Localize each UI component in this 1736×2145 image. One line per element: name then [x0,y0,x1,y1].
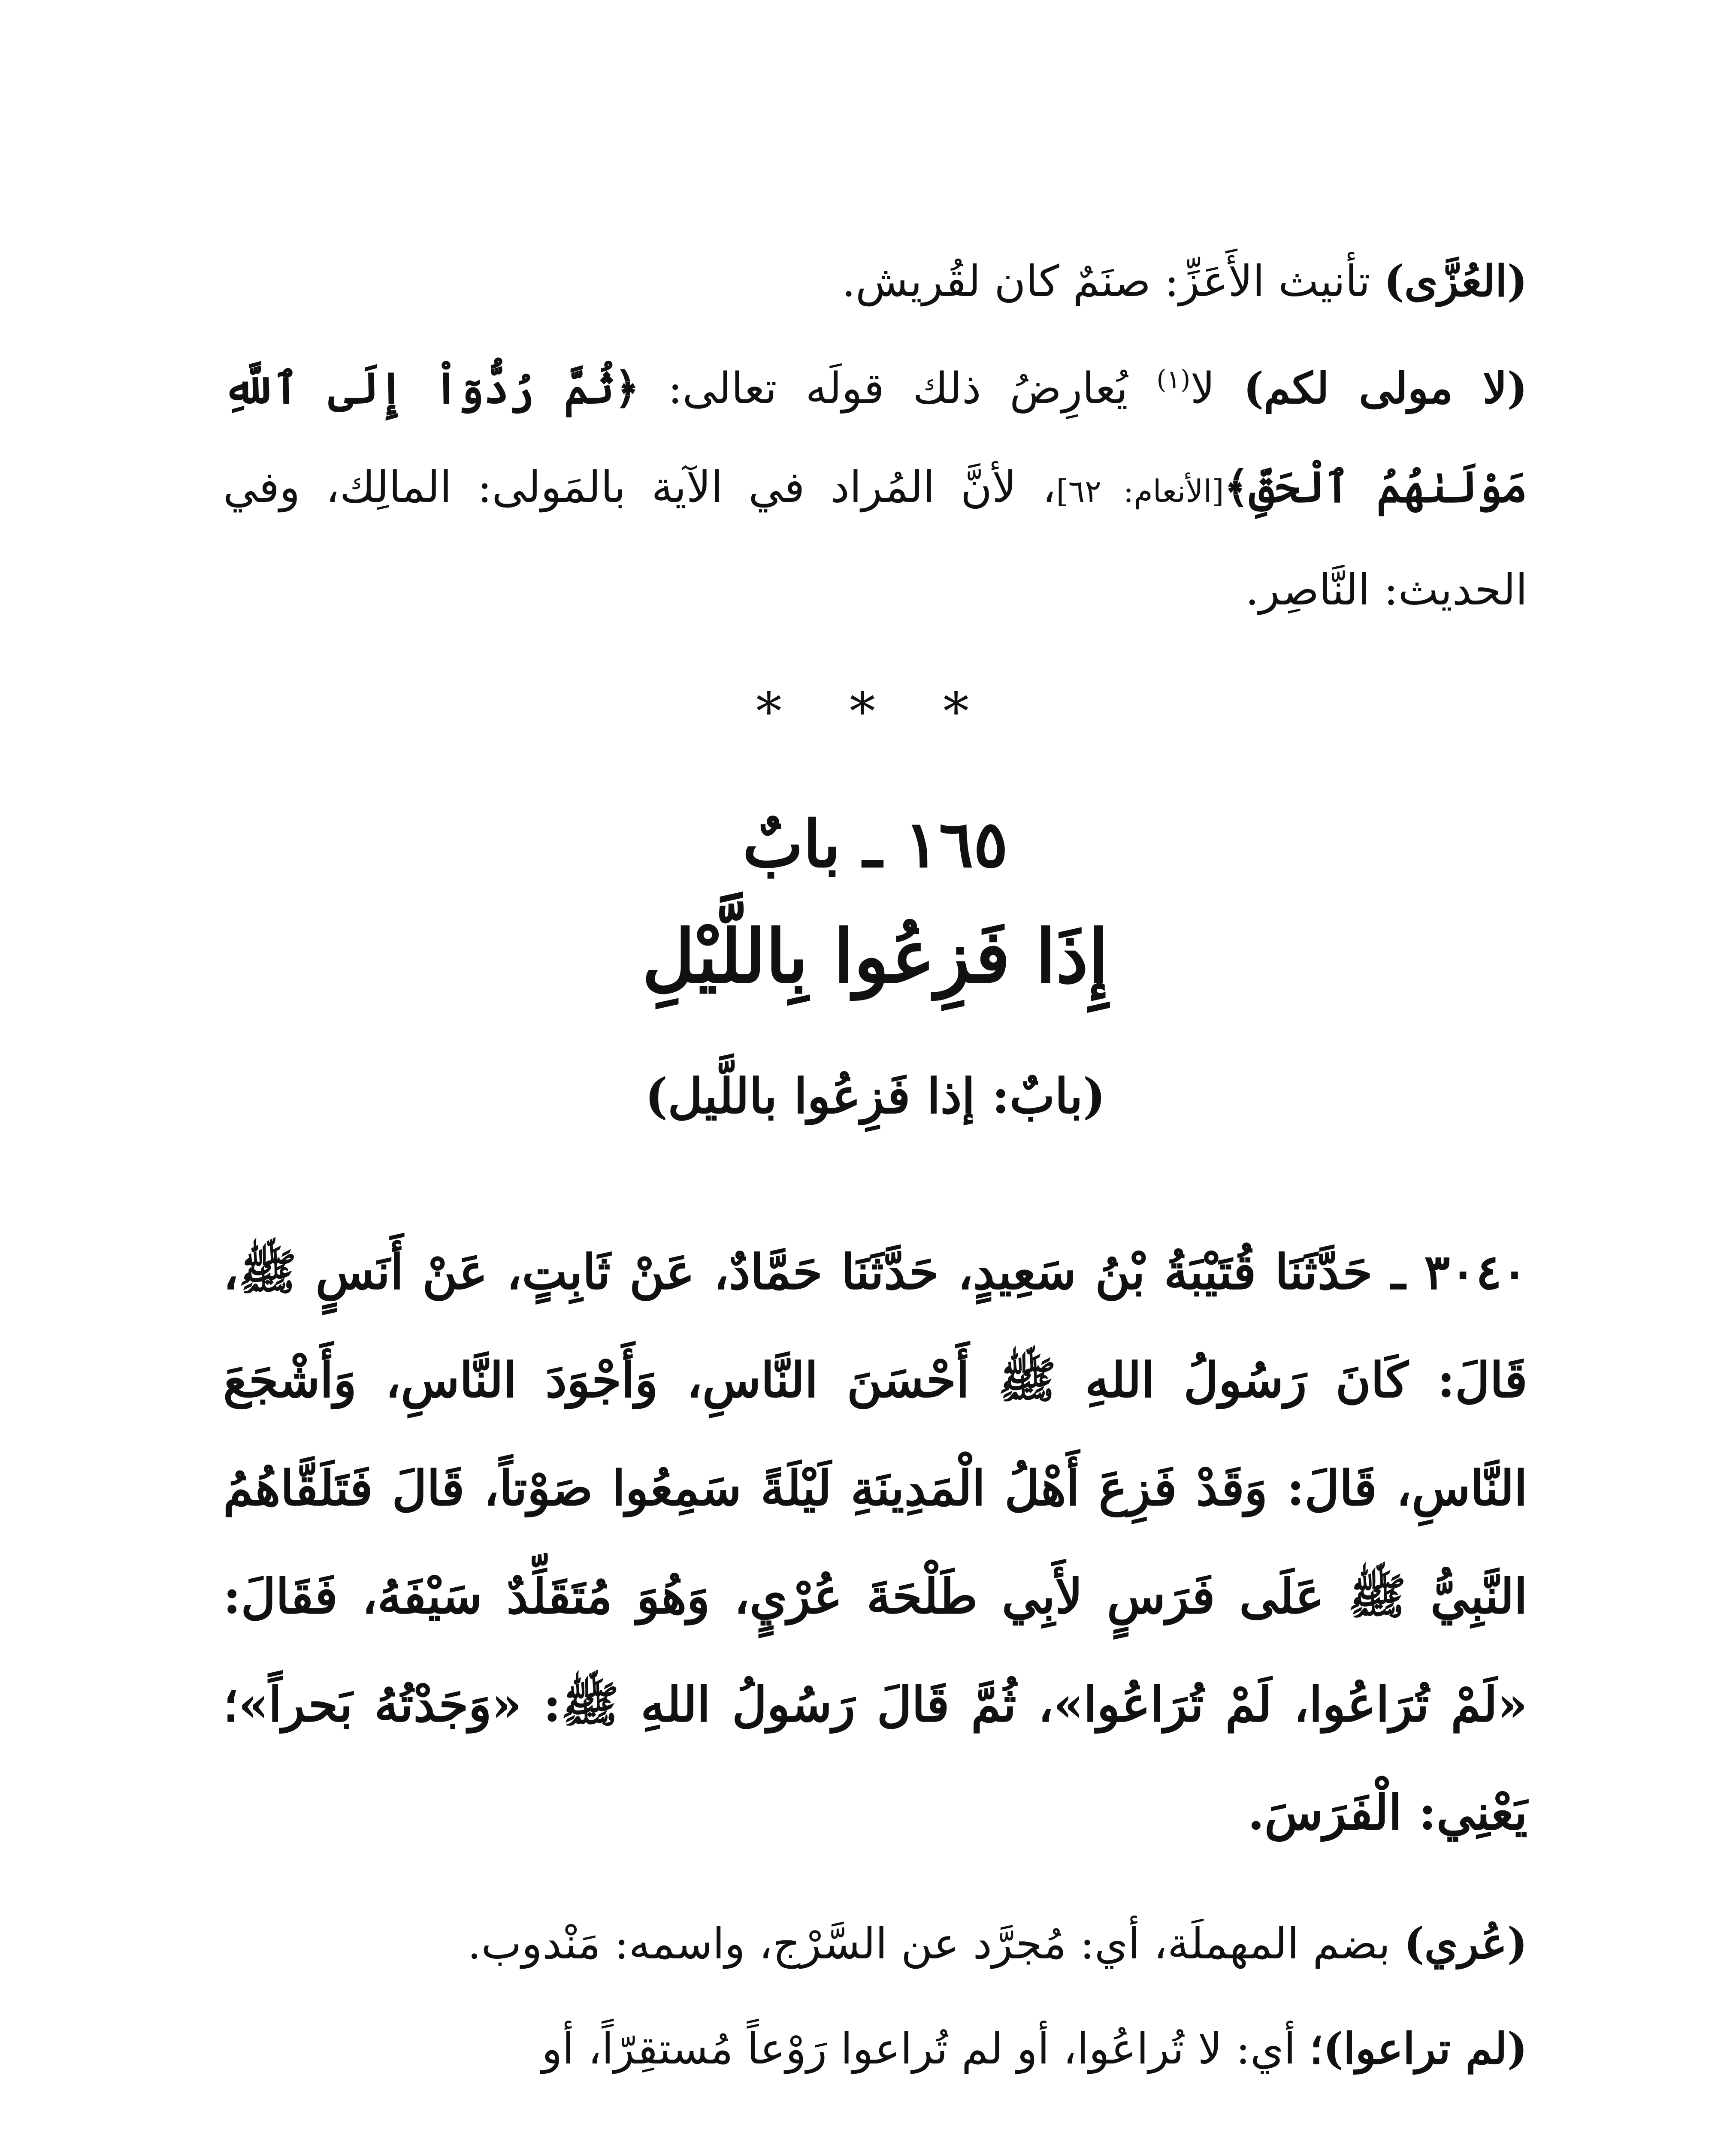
commentary-text: بضم المهملَة، أي: مُجرَّد عن السَّرْج، واسمه: مَنْدوب. [467,1918,1391,1969]
commentary-label: (عُري) [1404,1918,1527,1969]
gloss-al-uzza [223,232,1527,331]
chapter-title: إِذَا فَزِعُوا بِاللَّيْلِ [642,914,1109,1000]
section-separator: * * * [756,682,995,742]
surah-citation: [الأنعام: ٦٢] [1056,473,1224,510]
commentary-uri [223,1894,1527,1993]
quran-verse: ﴿ثُمَّ رُدُّوٓاْ إِلَى ٱللَّهِ مَوْلَىٰهُمُ ٱلْحَقِّ﴾ [223,363,1527,513]
gloss-label: (العُزَّى) [1384,256,1527,306]
gloss-text-part2: يُعارِضُ ذلك قولَه تعالى: [668,363,1128,414]
commentary-text: أي: لا تُراعُوا، أو لم تُراعوا رَوْعاً مُستقِرّاً، أو [541,2024,1296,2074]
gloss-text-part1: لا [1190,363,1215,414]
commentary-lam-turau [223,1999,1527,2098]
gloss-la-mawla [223,330,1527,639]
hadith-text: ٣٠٤٠ ـ حَدَّثَنَا قُتَيْبَةُ بْنُ سَعِيدٍ، حَدَّثَنَا حَمَّادٌ، عَنْ ثَابِتٍ، عَنْ أَنَسٍ ﷺ، قَالَ: كَانَ رَسُولُ اللهِ ﷺ أَحْسَنَ النَّاسِ، وَأَجْوَدَ النَّاسِ، وَأَشْجَعَ النَّاسِ، قَالَ: وَقَدْ فَزِعَ أَهْلُ الْمَدِينَةِ لَيْلَةً سَمِعُوا صَوْتاً، قَالَ فَتَلَقَّاهُمُ النَّبِيُّ ﷺ عَلَى فَرَسٍ لأَبِي طَلْحَةَ عُرْيٍ، وَهُوَ مُتَقَلِّدٌ سَيْفَهُ، فَقَالَ: «لَمْ تُرَاعُوا، لَمْ تُرَاعُوا»، ثُمَّ قَالَ رَسُولُ اللهِ ﷺ: «وَجَدْتُهُ بَحراً»؛ يَعْنِي: الْفَرَسَ. [223,1244,1528,1841]
gloss-label: (لا مولى لكم) [1243,363,1527,414]
gloss-text: تأنيث الأَعَزِّ: صنَمٌ كان لقُريش. [842,256,1370,306]
footnote-reference: (١) [1156,365,1191,395]
chapter-subheading: (بابٌ: إذا فَزِعُوا باللَّيل) [645,1068,1106,1124]
gloss-text-part3: ، لأنَّ المُراد في الآية بالمَولى: المالِك، وفي الحديث: النَّاصِر. [223,462,1527,615]
commentary-label: (لم تراعوا)؛ [1309,2023,1527,2074]
chapter-number: ١٦٥ ـ بابٌ [742,807,1008,882]
book-page [223,0,1527,2145]
